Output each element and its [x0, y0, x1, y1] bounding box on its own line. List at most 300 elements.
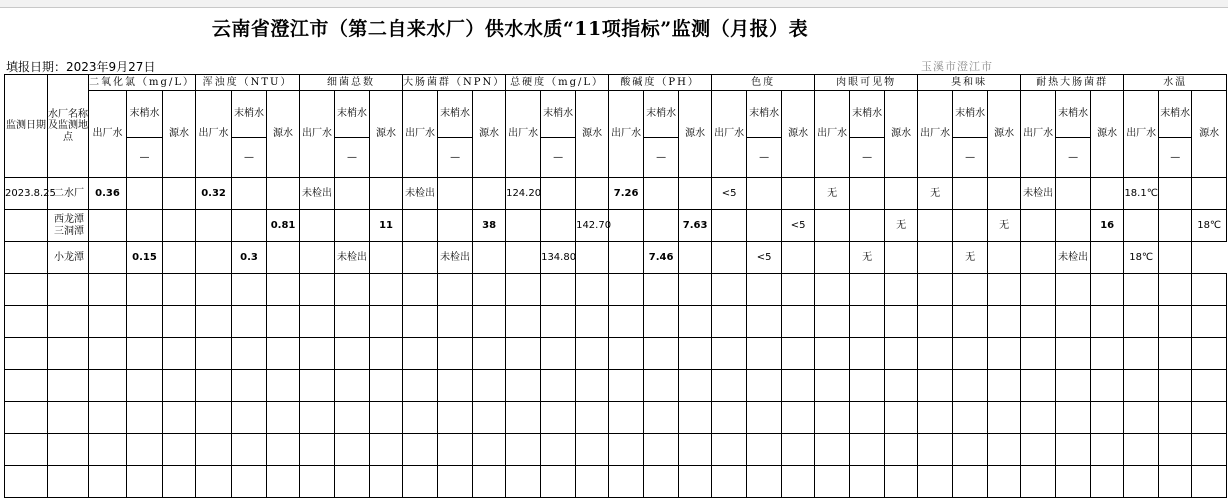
- empty-cell[interactable]: [850, 274, 885, 306]
- empty-cell[interactable]: [506, 402, 541, 434]
- empty-cell[interactable]: [609, 338, 644, 370]
- empty-cell[interactable]: [335, 434, 370, 466]
- data-cell[interactable]: 无: [815, 178, 850, 210]
- empty-cell[interactable]: [918, 338, 953, 370]
- empty-cell[interactable]: [712, 306, 747, 338]
- data-cell[interactable]: [1091, 178, 1124, 210]
- data-cell[interactable]: [644, 178, 679, 210]
- empty-cell[interactable]: [679, 306, 712, 338]
- empty-cell[interactable]: [644, 402, 679, 434]
- header-dash[interactable]: —: [335, 138, 370, 178]
- empty-cell[interactable]: [163, 338, 196, 370]
- empty-cell[interactable]: [885, 434, 918, 466]
- data-cell[interactable]: [747, 178, 782, 210]
- empty-cell[interactable]: [815, 466, 850, 498]
- data-cell[interactable]: [609, 210, 644, 242]
- empty-cell[interactable]: [89, 370, 127, 402]
- empty-cell[interactable]: [576, 434, 609, 466]
- data-cell[interactable]: [267, 242, 300, 274]
- data-cell[interactable]: 无: [850, 242, 885, 274]
- data-cell[interactable]: 未检出: [1021, 178, 1056, 210]
- data-cell[interactable]: <5: [747, 242, 782, 274]
- data-cell[interactable]: [953, 178, 988, 210]
- empty-cell[interactable]: [267, 274, 300, 306]
- data-cell[interactable]: [850, 210, 885, 242]
- empty-cell[interactable]: [1021, 370, 1056, 402]
- empty-cell[interactable]: [918, 466, 953, 498]
- data-cell[interactable]: [300, 210, 335, 242]
- empty-cell[interactable]: [127, 434, 163, 466]
- header-pipe-water[interactable]: 末梢水: [232, 91, 267, 138]
- empty-cell[interactable]: [644, 370, 679, 402]
- header-dash[interactable]: —: [953, 138, 988, 178]
- empty-cell[interactable]: [953, 466, 988, 498]
- empty-cell[interactable]: [850, 434, 885, 466]
- data-cell[interactable]: [403, 210, 438, 242]
- empty-cell[interactable]: [232, 466, 267, 498]
- row-date[interactable]: [5, 210, 48, 242]
- empty-cell[interactable]: [335, 306, 370, 338]
- data-cell[interactable]: [815, 242, 850, 274]
- data-cell[interactable]: [473, 178, 506, 210]
- empty-cell[interactable]: [679, 338, 712, 370]
- header-source-water[interactable]: 源水: [473, 91, 506, 178]
- empty-cell[interactable]: [1091, 274, 1124, 306]
- empty-cell[interactable]: [988, 466, 1021, 498]
- header-pipe-water[interactable]: 末梢水: [850, 91, 885, 138]
- empty-cell[interactable]: [335, 466, 370, 498]
- data-cell[interactable]: [850, 178, 885, 210]
- empty-cell[interactable]: [232, 274, 267, 306]
- empty-cell[interactable]: [918, 402, 953, 434]
- header-source-water[interactable]: 源水: [1091, 91, 1124, 178]
- empty-cell[interactable]: [1192, 274, 1227, 306]
- data-cell[interactable]: 7.26: [609, 178, 644, 210]
- empty-cell[interactable]: [644, 338, 679, 370]
- data-cell[interactable]: [267, 178, 300, 210]
- empty-cell[interactable]: [1056, 370, 1091, 402]
- data-cell[interactable]: [506, 210, 541, 242]
- header-source-water[interactable]: 源水: [1192, 91, 1227, 178]
- empty-cell[interactable]: [747, 274, 782, 306]
- empty-cell[interactable]: [89, 338, 127, 370]
- header-pipe-water[interactable]: 末梢水: [747, 91, 782, 138]
- empty-cell[interactable]: [438, 466, 473, 498]
- empty-cell[interactable]: [782, 370, 815, 402]
- data-cell[interactable]: 0.36: [89, 178, 127, 210]
- empty-cell[interactable]: [576, 306, 609, 338]
- empty-cell[interactable]: [1159, 370, 1192, 402]
- data-cell[interactable]: [1124, 210, 1159, 242]
- header-outlet-water[interactable]: 出厂水: [609, 91, 644, 178]
- data-cell[interactable]: [127, 210, 163, 242]
- row-site[interactable]: 西龙潭三洞潭: [48, 210, 89, 242]
- empty-cell[interactable]: [988, 434, 1021, 466]
- header-indicator[interactable]: 色度: [712, 75, 815, 91]
- header-indicator[interactable]: 二氧化氯（mg/L）: [89, 75, 196, 91]
- empty-cell[interactable]: [5, 274, 48, 306]
- empty-cell[interactable]: [1124, 338, 1159, 370]
- header-indicator[interactable]: 总硬度（mg/L）: [506, 75, 609, 91]
- empty-cell[interactable]: [644, 434, 679, 466]
- empty-cell[interactable]: [644, 306, 679, 338]
- empty-cell[interactable]: [609, 274, 644, 306]
- data-cell[interactable]: 未检出: [403, 178, 438, 210]
- empty-cell[interactable]: [89, 402, 127, 434]
- header-indicator[interactable]: 耐热大肠菌群: [1021, 75, 1124, 91]
- data-cell[interactable]: [679, 242, 712, 274]
- empty-cell[interactable]: [953, 274, 988, 306]
- header-source-water[interactable]: 源水: [163, 91, 196, 178]
- empty-cell[interactable]: [196, 402, 232, 434]
- empty-cell[interactable]: [782, 338, 815, 370]
- empty-cell[interactable]: [335, 338, 370, 370]
- empty-cell[interactable]: [815, 306, 850, 338]
- header-source-water[interactable]: 源水: [988, 91, 1021, 178]
- data-cell[interactable]: 124.20: [506, 178, 541, 210]
- empty-cell[interactable]: [541, 402, 576, 434]
- data-cell[interactable]: [232, 178, 267, 210]
- empty-cell[interactable]: [267, 370, 300, 402]
- empty-cell[interactable]: [403, 338, 438, 370]
- data-cell[interactable]: [712, 242, 747, 274]
- data-cell[interactable]: [747, 210, 782, 242]
- header-source-water[interactable]: 源水: [576, 91, 609, 178]
- empty-cell[interactable]: [127, 338, 163, 370]
- empty-cell[interactable]: [267, 466, 300, 498]
- data-cell[interactable]: [541, 178, 576, 210]
- data-cell[interactable]: <5: [782, 210, 815, 242]
- empty-cell[interactable]: [196, 370, 232, 402]
- data-cell[interactable]: [712, 210, 747, 242]
- row-date[interactable]: [5, 242, 48, 274]
- data-cell[interactable]: [918, 242, 953, 274]
- data-cell[interactable]: 134.80: [541, 242, 576, 274]
- data-cell[interactable]: [370, 242, 403, 274]
- data-cell[interactable]: 142.70: [576, 210, 609, 242]
- header-outlet-water[interactable]: 出厂水: [300, 91, 335, 178]
- empty-cell[interactable]: [438, 434, 473, 466]
- empty-cell[interactable]: [1159, 466, 1192, 498]
- data-cell[interactable]: [335, 178, 370, 210]
- header-indicator[interactable]: 臭和味: [918, 75, 1021, 91]
- empty-cell[interactable]: [576, 466, 609, 498]
- data-cell[interactable]: [782, 178, 815, 210]
- data-cell[interactable]: [232, 210, 267, 242]
- row-date[interactable]: 2023.8.25: [5, 178, 48, 210]
- empty-cell[interactable]: [953, 306, 988, 338]
- empty-cell[interactable]: [163, 466, 196, 498]
- empty-cell[interactable]: [163, 306, 196, 338]
- data-cell[interactable]: [89, 242, 127, 274]
- empty-cell[interactable]: [163, 370, 196, 402]
- data-cell[interactable]: [506, 242, 541, 274]
- data-cell[interactable]: <5: [712, 178, 747, 210]
- empty-cell[interactable]: [127, 402, 163, 434]
- empty-cell[interactable]: [1056, 434, 1091, 466]
- empty-cell[interactable]: [267, 434, 300, 466]
- empty-cell[interactable]: [267, 338, 300, 370]
- empty-cell[interactable]: [163, 402, 196, 434]
- empty-cell[interactable]: [1021, 402, 1056, 434]
- empty-cell[interactable]: [403, 402, 438, 434]
- empty-cell[interactable]: [782, 274, 815, 306]
- empty-cell[interactable]: [609, 434, 644, 466]
- empty-cell[interactable]: [747, 370, 782, 402]
- data-cell[interactable]: [163, 178, 196, 210]
- empty-cell[interactable]: [300, 466, 335, 498]
- data-cell[interactable]: 18.1℃: [1124, 178, 1159, 210]
- empty-cell[interactable]: [506, 370, 541, 402]
- header-pipe-water[interactable]: 末梢水: [438, 91, 473, 138]
- data-cell[interactable]: 0.32: [196, 178, 232, 210]
- empty-cell[interactable]: [196, 274, 232, 306]
- empty-cell[interactable]: [163, 434, 196, 466]
- data-cell[interactable]: [953, 210, 988, 242]
- empty-cell[interactable]: [1124, 370, 1159, 402]
- empty-cell[interactable]: [473, 338, 506, 370]
- empty-cell[interactable]: [232, 370, 267, 402]
- header-dash[interactable]: —: [747, 138, 782, 178]
- empty-cell[interactable]: [1124, 274, 1159, 306]
- header-outlet-water[interactable]: 出厂水: [403, 91, 438, 178]
- data-cell[interactable]: [1056, 210, 1091, 242]
- empty-cell[interactable]: [850, 370, 885, 402]
- empty-cell[interactable]: [1192, 466, 1227, 498]
- empty-cell[interactable]: [473, 370, 506, 402]
- empty-cell[interactable]: [300, 434, 335, 466]
- empty-cell[interactable]: [850, 466, 885, 498]
- empty-cell[interactable]: [300, 370, 335, 402]
- data-cell[interactable]: [576, 178, 609, 210]
- data-cell[interactable]: [988, 242, 1021, 274]
- empty-cell[interactable]: [782, 434, 815, 466]
- empty-cell[interactable]: [918, 274, 953, 306]
- empty-cell[interactable]: [953, 370, 988, 402]
- empty-cell[interactable]: [885, 306, 918, 338]
- empty-cell[interactable]: [712, 338, 747, 370]
- empty-cell[interactable]: [5, 402, 48, 434]
- empty-cell[interactable]: [403, 274, 438, 306]
- empty-cell[interactable]: [815, 402, 850, 434]
- empty-cell[interactable]: [885, 466, 918, 498]
- data-cell[interactable]: 16: [1091, 210, 1124, 242]
- empty-cell[interactable]: [1091, 370, 1124, 402]
- empty-cell[interactable]: [1124, 434, 1159, 466]
- empty-cell[interactable]: [163, 274, 196, 306]
- empty-cell[interactable]: [1021, 434, 1056, 466]
- empty-cell[interactable]: [576, 274, 609, 306]
- empty-cell[interactable]: [196, 466, 232, 498]
- header-dash[interactable]: —: [1159, 138, 1192, 178]
- header-pipe-water[interactable]: 末梢水: [1056, 91, 1091, 138]
- data-cell[interactable]: 18℃: [1124, 242, 1159, 274]
- data-cell[interactable]: [370, 178, 403, 210]
- header-pipe-water[interactable]: 末梢水: [127, 91, 163, 138]
- empty-cell[interactable]: [712, 370, 747, 402]
- empty-cell[interactable]: [506, 274, 541, 306]
- empty-cell[interactable]: [576, 338, 609, 370]
- empty-cell[interactable]: [782, 466, 815, 498]
- empty-cell[interactable]: [232, 434, 267, 466]
- empty-cell[interactable]: [370, 466, 403, 498]
- data-cell[interactable]: [403, 242, 438, 274]
- empty-cell[interactable]: [506, 338, 541, 370]
- empty-cell[interactable]: [679, 370, 712, 402]
- empty-cell[interactable]: [782, 306, 815, 338]
- empty-cell[interactable]: [679, 434, 712, 466]
- header-indicator[interactable]: 细菌总数: [300, 75, 403, 91]
- empty-cell[interactable]: [541, 466, 576, 498]
- empty-cell[interactable]: [988, 402, 1021, 434]
- empty-cell[interactable]: [988, 274, 1021, 306]
- empty-cell[interactable]: [576, 370, 609, 402]
- empty-cell[interactable]: [5, 466, 48, 498]
- data-cell[interactable]: [163, 242, 196, 274]
- header-outlet-water[interactable]: 出厂水: [815, 91, 850, 178]
- data-cell[interactable]: 未检出: [300, 178, 335, 210]
- data-cell[interactable]: 38: [473, 210, 506, 242]
- empty-cell[interactable]: [988, 370, 1021, 402]
- header-indicator[interactable]: 肉眼可见物: [815, 75, 918, 91]
- empty-cell[interactable]: [1021, 306, 1056, 338]
- empty-cell[interactable]: [918, 434, 953, 466]
- empty-cell[interactable]: [679, 274, 712, 306]
- header-outlet-water[interactable]: 出厂水: [506, 91, 541, 178]
- header-indicator[interactable]: 水温: [1124, 75, 1227, 91]
- row-site[interactable]: 二水厂: [48, 178, 89, 210]
- empty-cell[interactable]: [89, 466, 127, 498]
- data-cell[interactable]: 无: [918, 178, 953, 210]
- empty-cell[interactable]: [1159, 434, 1192, 466]
- data-cell[interactable]: [679, 178, 712, 210]
- header-outlet-water[interactable]: 出厂水: [89, 91, 127, 178]
- header-dash[interactable]: —: [438, 138, 473, 178]
- empty-cell[interactable]: [679, 402, 712, 434]
- data-cell[interactable]: 11: [370, 210, 403, 242]
- empty-cell[interactable]: [506, 466, 541, 498]
- data-cell[interactable]: [918, 210, 953, 242]
- empty-cell[interactable]: [335, 370, 370, 402]
- empty-cell[interactable]: [712, 402, 747, 434]
- empty-cell[interactable]: [1192, 306, 1227, 338]
- data-cell[interactable]: [1159, 210, 1192, 242]
- empty-cell[interactable]: [127, 466, 163, 498]
- empty-cell[interactable]: [815, 274, 850, 306]
- data-cell[interactable]: 未检出: [438, 242, 473, 274]
- header-indicator[interactable]: 酸碱度（PH）: [609, 75, 712, 91]
- data-cell[interactable]: [885, 178, 918, 210]
- empty-cell[interactable]: [609, 306, 644, 338]
- empty-cell[interactable]: [782, 402, 815, 434]
- empty-cell[interactable]: [5, 338, 48, 370]
- empty-cell[interactable]: [232, 306, 267, 338]
- data-cell[interactable]: [1159, 178, 1192, 210]
- data-cell[interactable]: [815, 210, 850, 242]
- data-cell[interactable]: [885, 242, 918, 274]
- empty-cell[interactable]: [473, 306, 506, 338]
- empty-cell[interactable]: [815, 338, 850, 370]
- empty-cell[interactable]: [541, 274, 576, 306]
- empty-cell[interactable]: [5, 434, 48, 466]
- empty-cell[interactable]: [403, 306, 438, 338]
- empty-cell[interactable]: [335, 402, 370, 434]
- empty-cell[interactable]: [679, 466, 712, 498]
- empty-cell[interactable]: [370, 338, 403, 370]
- header-outlet-water[interactable]: 出厂水: [1021, 91, 1056, 178]
- empty-cell[interactable]: [300, 402, 335, 434]
- empty-cell[interactable]: [1192, 434, 1227, 466]
- header-dash[interactable]: —: [644, 138, 679, 178]
- header-pipe-water[interactable]: 末梢水: [953, 91, 988, 138]
- header-outlet-water[interactable]: 出厂水: [918, 91, 953, 178]
- empty-cell[interactable]: [506, 306, 541, 338]
- empty-cell[interactable]: [1159, 402, 1192, 434]
- empty-cell[interactable]: [747, 338, 782, 370]
- empty-cell[interactable]: [438, 274, 473, 306]
- data-cell[interactable]: [163, 210, 196, 242]
- data-cell[interactable]: 未检出: [335, 242, 370, 274]
- empty-cell[interactable]: [1124, 306, 1159, 338]
- header-indicator[interactable]: 浑浊度（NTU）: [196, 75, 300, 91]
- empty-cell[interactable]: [127, 306, 163, 338]
- data-cell[interactable]: 18℃: [1192, 210, 1227, 242]
- empty-cell[interactable]: [1159, 306, 1192, 338]
- data-cell[interactable]: [89, 210, 127, 242]
- header-dash[interactable]: —: [541, 138, 576, 178]
- empty-cell[interactable]: [196, 338, 232, 370]
- empty-cell[interactable]: [850, 306, 885, 338]
- data-cell[interactable]: [576, 242, 609, 274]
- data-cell[interactable]: 无: [953, 242, 988, 274]
- empty-cell[interactable]: [48, 402, 89, 434]
- header-pipe-water[interactable]: 末梢水: [335, 91, 370, 138]
- data-cell[interactable]: 无: [988, 210, 1021, 242]
- empty-cell[interactable]: [1056, 402, 1091, 434]
- empty-cell[interactable]: [89, 274, 127, 306]
- data-cell[interactable]: 0.3: [232, 242, 267, 274]
- empty-cell[interactable]: [541, 370, 576, 402]
- empty-cell[interactable]: [885, 338, 918, 370]
- empty-cell[interactable]: [1159, 274, 1192, 306]
- empty-cell[interactable]: [5, 370, 48, 402]
- empty-cell[interactable]: [438, 370, 473, 402]
- data-cell[interactable]: [300, 242, 335, 274]
- row-site[interactable]: 小龙潭: [48, 242, 89, 274]
- empty-cell[interactable]: [918, 370, 953, 402]
- data-cell[interactable]: 0.81: [267, 210, 300, 242]
- empty-cell[interactable]: [815, 434, 850, 466]
- header-dash[interactable]: —: [1056, 138, 1091, 178]
- empty-cell[interactable]: [5, 306, 48, 338]
- empty-cell[interactable]: [370, 402, 403, 434]
- empty-cell[interactable]: [370, 434, 403, 466]
- empty-cell[interactable]: [267, 402, 300, 434]
- empty-cell[interactable]: [815, 370, 850, 402]
- data-cell[interactable]: 7.63: [679, 210, 712, 242]
- data-cell[interactable]: [541, 210, 576, 242]
- empty-cell[interactable]: [267, 306, 300, 338]
- empty-cell[interactable]: [1021, 338, 1056, 370]
- empty-cell[interactable]: [644, 466, 679, 498]
- empty-cell[interactable]: [1091, 338, 1124, 370]
- data-cell[interactable]: 无: [885, 210, 918, 242]
- empty-cell[interactable]: [885, 274, 918, 306]
- header-source-water[interactable]: 源水: [679, 91, 712, 178]
- header-outlet-water[interactable]: 出厂水: [712, 91, 747, 178]
- empty-cell[interactable]: [403, 370, 438, 402]
- empty-cell[interactable]: [918, 306, 953, 338]
